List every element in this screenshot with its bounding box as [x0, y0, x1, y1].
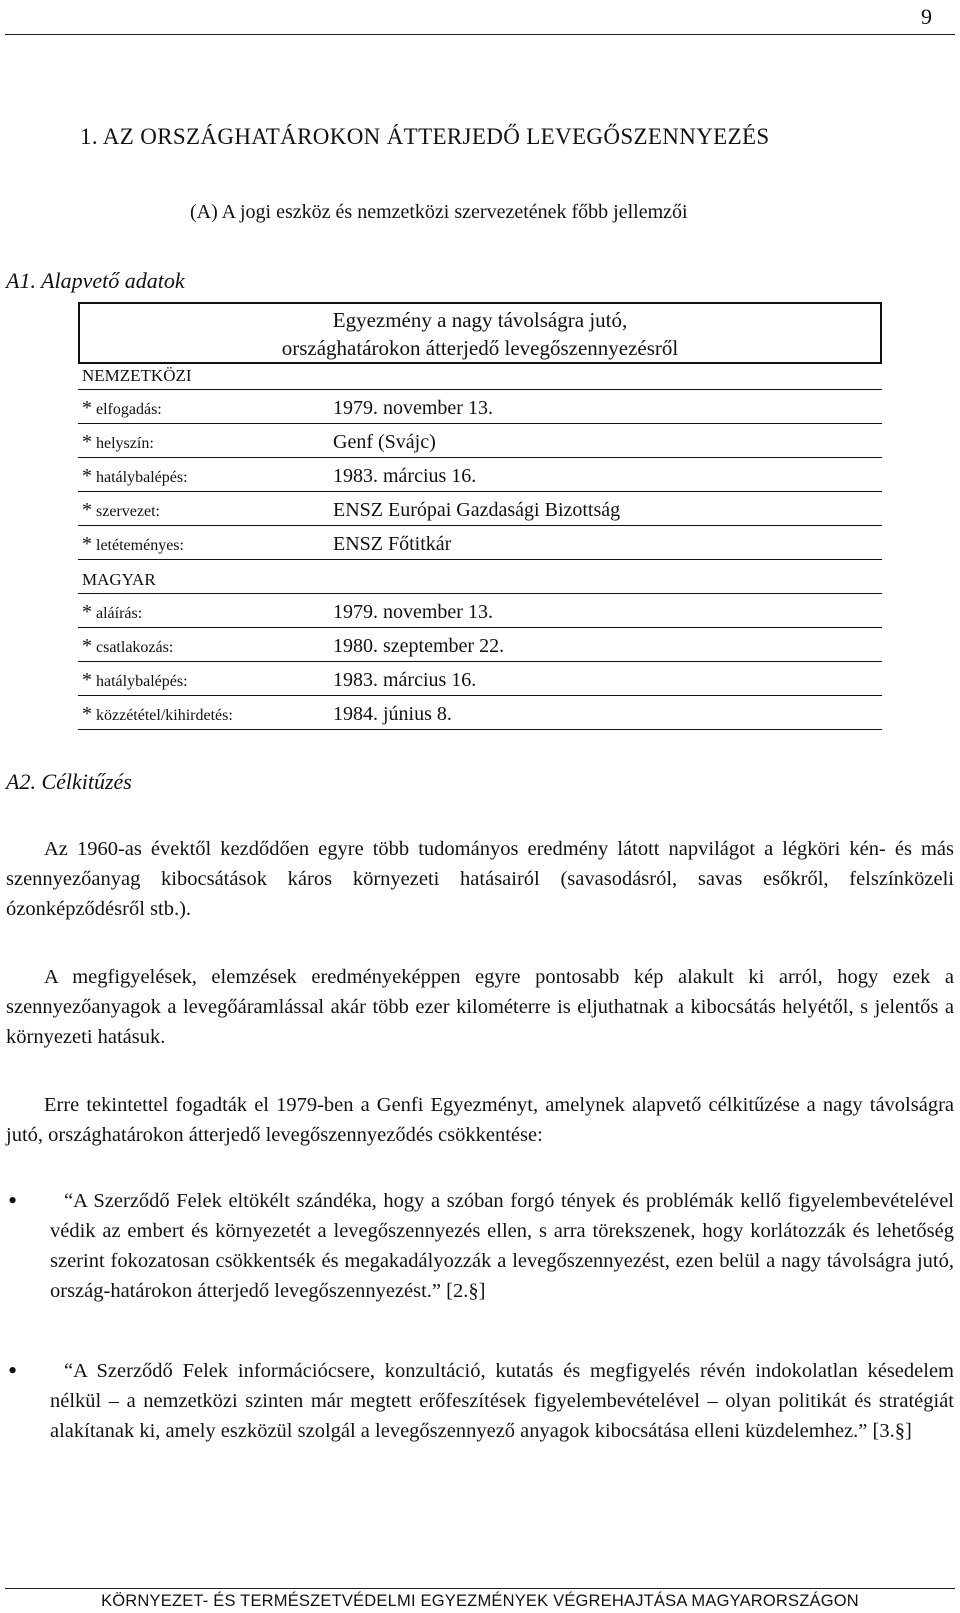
- row-label: csatlakozás:: [96, 639, 174, 656]
- data-row: [78, 526, 882, 560]
- row-label: közzététel/kihirdetés:: [96, 707, 233, 724]
- paragraph: [6, 962, 954, 1052]
- group-header-hungarian: [78, 560, 882, 594]
- asterisk: *: [82, 635, 92, 657]
- paragraph: [6, 834, 954, 924]
- group-label-hungarian: MAGYAR: [82, 570, 156, 589]
- row-value: 1983. március 16.: [333, 669, 477, 691]
- row-value: ENSZ Főtitkár: [333, 533, 452, 555]
- treaty-title-line1: Egyezmény a nagy távolságra jutó,: [332, 308, 628, 332]
- bullet-quote: [50, 1356, 954, 1446]
- bullet-quote-text: “A Szerződő Felek információcsere, konzultáció, kutatás és megfigyelés révén indokolatlan késedelem nélkül – a nemzetközi szinten már megtett erőfeszítések figyelembevételével – olyan politikát és stratégiát alakítanak ki, amely eszközül szolgál a levegőszennyező anyagok kibocsátása elleni küzdelemhez.” [3.§]: [50, 1360, 954, 1442]
- bullet-quote: [50, 1186, 954, 1306]
- data-row: [78, 424, 882, 458]
- section-subtitle: (A) A jogi eszköz és nemzetközi szervezetének főbb jellemzői: [190, 201, 688, 223]
- asterisk: *: [82, 431, 92, 453]
- asterisk: *: [82, 703, 92, 725]
- heading-a2: A2. Célkitűzés: [6, 769, 132, 794]
- row-value: 1980. szeptember 22.: [333, 635, 505, 657]
- asterisk: *: [82, 499, 92, 521]
- bullet-icon: •: [8, 1186, 18, 1215]
- data-row: [78, 458, 882, 492]
- group-label-international: NEMZETKÖZI: [82, 366, 192, 385]
- row-value: ENSZ Európai Gazdasági Bizottság: [333, 499, 621, 521]
- row-label: hatálybalépés:: [96, 469, 188, 486]
- bullet-icon: •: [8, 1356, 18, 1385]
- bullet-quote-text: “A Szerződő Felek eltökélt szándéka, hogy a szóban forgó tények és problémák kellő figyelembevételével védik az embert és környezetét a levegőszennyezés ellen, s arra törekszenek, hogy korlátozzák és lehetőség szerint fokozatosan csökkentsék és megakadályozzák a levegőszennyezést, ezen belül a nagy távolságra jutó, ország-határokon átterjedő levegőszennyezést.” [2.§]: [50, 1190, 954, 1302]
- row-value: 1983. március 16.: [333, 465, 477, 487]
- chapter-title: 1. AZ ORSZÁGHATÁROKON ÁTTERJEDŐ LEVEGŐSZENNYEZÉS: [80, 124, 770, 149]
- paragraph: [6, 1090, 954, 1150]
- row-label: elfogadás:: [96, 401, 162, 418]
- page-number: 9: [921, 4, 932, 29]
- row-label: aláírás:: [96, 605, 143, 622]
- treaty-title-line2: országhatárokon átterjedő levegőszennyezésről: [281, 336, 679, 360]
- row-label: hatálybalépés:: [96, 673, 188, 690]
- data-row: [78, 662, 882, 696]
- asterisk: *: [82, 601, 92, 623]
- asterisk: *: [82, 669, 92, 691]
- paragraph-text: Az 1960-as évektől kezdődően egyre több tudományos eredmény látott napvilágot a légköri kén- és más szennyezőanyag kibocsátások káros környezeti hatásairól (savasodásról, savas esőkről, felszínközeli ózonképződésről stb.).: [6, 838, 954, 920]
- row-value: 1979. november 13.: [333, 601, 493, 623]
- data-row: [78, 492, 882, 526]
- group-header-international: [78, 356, 882, 390]
- data-row: [78, 696, 882, 730]
- data-row: [78, 628, 882, 662]
- row-label: letéteményes:: [96, 537, 184, 554]
- asterisk: *: [82, 533, 92, 555]
- row-value: Genf (Svájc): [333, 431, 436, 453]
- paragraph-text: Erre tekintettel fogadták el 1979-ben a Genfi Egyezményt, amelynek alapvető célkitűzése a nagy távolságra jutó, országhatárokon átterjedő levegőszennyeződés csökkentése:: [6, 1094, 954, 1146]
- asterisk: *: [82, 465, 92, 487]
- row-label: helyszín:: [96, 435, 154, 452]
- row-value: 1979. november 13.: [333, 397, 493, 419]
- data-row: [78, 390, 882, 424]
- running-footer: KÖRNYEZET- ÉS TERMÉSZETVÉDELMI EGYEZMÉNYEK VÉGREHAJTÁSA MAGYARORSZÁGON: [101, 1592, 859, 1610]
- row-label: szervezet:: [96, 503, 160, 520]
- footer-rule: [5, 1588, 955, 1589]
- asterisk: *: [82, 397, 92, 419]
- header-rule: [5, 34, 955, 35]
- heading-a1: A1. Alapvető adatok: [6, 268, 185, 293]
- paragraph-text: A megfigyelések, elemzések eredményeképpen egyre pontosabb kép alakult ki arról, hogy ezek a szennyezőanyagok a levegőáramlással akár több ezer kilométerre is eljuthatnak a kibocsátás helyétől, s jelentős a környezeti hatásuk.: [6, 966, 954, 1048]
- row-value: 1984. június 8.: [333, 703, 452, 725]
- data-row: [78, 594, 882, 628]
